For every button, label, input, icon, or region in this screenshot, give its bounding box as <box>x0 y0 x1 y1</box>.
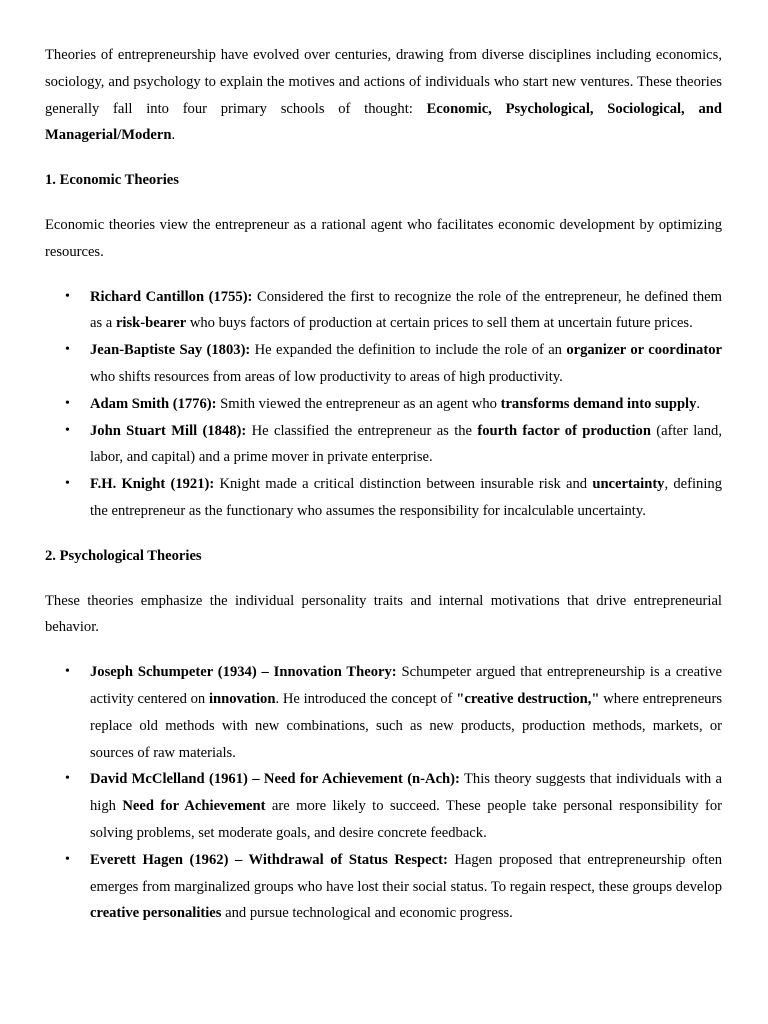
item-emphasis: Need for Achievement <box>122 798 266 815</box>
item-emphasis: "creative destruction," <box>456 690 600 707</box>
list-item <box>45 766 722 846</box>
item-emphasis: fourth factor of production <box>477 422 651 439</box>
item-text: and pursue technological and economic progress. <box>221 905 513 922</box>
item-text: . He introduced the concept of <box>275 690 457 707</box>
item-text: , defining the entrepreneur as the functionary who assumes the responsibility for incalculable uncertainty. <box>90 476 722 519</box>
intro-paragraph <box>45 42 722 149</box>
item-title: John Stuart Mill (1848): <box>90 422 247 439</box>
bullet-icon: • <box>65 664 70 680</box>
item-text: (after land, labor, and capital) and a prime mover in private enterprise. <box>90 422 722 466</box>
item-text: He classified the entrepreneur as the <box>246 422 478 439</box>
item-title: Joseph Schumpeter (1934) – Innovation Theory: <box>90 664 397 681</box>
item-text: Schumpeter argued that entrepreneurship is a creative activity centered on <box>90 664 722 707</box>
list-item <box>45 471 722 525</box>
item-text: who buys factors of production at certain prices to sell them at uncertain future prices. <box>186 315 693 332</box>
psychological-theories-list <box>45 659 722 927</box>
intro-emphasis: Economic, Psychological, Sociological, and Managerial/Modern <box>45 100 722 144</box>
item-text: . <box>696 395 701 412</box>
item-text: who shifts resources from areas of low productivity to areas of high productivity. <box>90 368 563 385</box>
list-item <box>45 284 722 338</box>
bullet-icon: • <box>65 395 70 411</box>
bullet-icon: • <box>65 476 70 492</box>
item-text: Knight made a critical distinction between insurable risk and <box>214 476 593 493</box>
item-emphasis: organizer or coordinator <box>566 342 722 359</box>
item-title: David McClelland (1961) – Need for Achievement (n-Ach): <box>90 771 460 788</box>
bullet-icon: • <box>65 771 70 787</box>
list-item <box>45 391 722 418</box>
item-title: Adam Smith (1776): <box>90 395 217 412</box>
list-item <box>45 659 722 766</box>
bullet-icon: • <box>65 288 70 304</box>
section-heading-psychological: 2. Psychological Theories <box>45 547 202 564</box>
item-text: Hagen proposed that entrepreneurship often emerges from marginalized groups who have lost their social status. To regain respect, these groups develop <box>90 851 722 895</box>
item-text: are more likely to succeed. These people take personal responsibility for solving problems, set moderate goals, and desire concrete feedback. <box>90 798 722 841</box>
intro-text: Theories of entrepreneurship have evolved over centuries, drawing from diverse disciplines including economics, sociology, and psychology to explain the motives and actions of individuals who start new ventures. These theories generally fall into four primary schools of thought: <box>45 47 722 117</box>
item-title: Everett Hagen (1962) – Withdrawal of Status Respect: <box>90 851 448 868</box>
list-item <box>45 847 722 927</box>
intro-text-end: . <box>171 127 176 144</box>
item-title: F.H. Knight (1921): <box>90 476 215 493</box>
economic-theories-list <box>45 284 722 525</box>
section-heading-economic: 1. Economic Theories <box>45 172 179 189</box>
item-text: He expanded the definition to include the role of an <box>250 342 567 359</box>
list-item <box>45 418 722 472</box>
item-text: This theory suggests that individuals with a high <box>90 771 722 815</box>
section-intro-psychological: These theories emphasize the individual personality traits and internal motivations that drive entrepreneurial behavior. <box>45 592 722 636</box>
item-title: Richard Cantillon (1755): <box>90 288 253 305</box>
bullet-icon: • <box>65 342 70 358</box>
bullet-icon: • <box>65 422 70 438</box>
item-emphasis: uncertainty <box>592 476 665 493</box>
item-emphasis: creative personalities <box>90 905 222 922</box>
item-title: Jean-Baptiste Say (1803): <box>90 342 251 359</box>
list-item <box>45 337 722 391</box>
item-emphasis: risk-bearer <box>115 315 187 332</box>
bullet-icon: • <box>65 851 70 867</box>
item-emphasis: transforms demand into supply <box>500 395 697 412</box>
item-text: Smith viewed the entrepreneur as an agent who <box>216 395 501 412</box>
item-text: where entrepreneurs replace old methods with new combinations, such as new products, production methods, markets, or sources of raw materials. <box>90 690 723 761</box>
section-intro-economic: Economic theories view the entrepreneur as a rational agent who facilitates economic development by optimizing resources. <box>45 216 722 260</box>
item-emphasis: innovation <box>208 690 276 707</box>
item-text: Considered the first to recognize the role of the entrepreneur, he defined them as a <box>90 288 722 332</box>
